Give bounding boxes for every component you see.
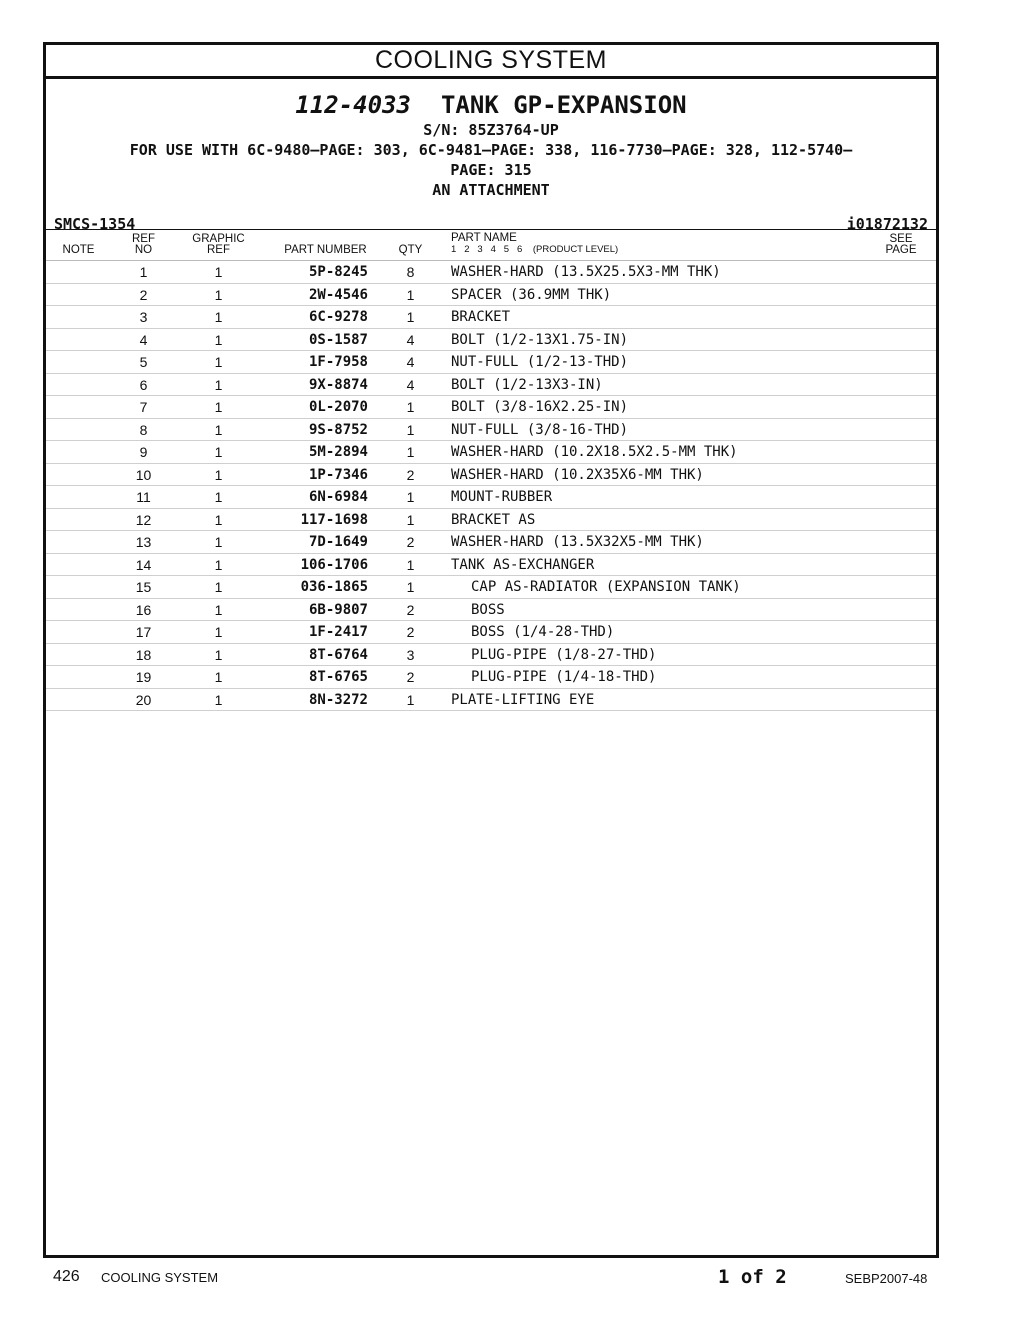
part-number: 8T-6764 xyxy=(308,646,368,663)
group-title xyxy=(46,91,936,119)
graphic-ref: 1 xyxy=(214,331,223,348)
quantity: 4 xyxy=(406,331,415,348)
part-name: BOSS (1/4-28-THD) xyxy=(471,624,615,640)
quantity: 1 xyxy=(406,691,415,708)
ref-no: 6 xyxy=(139,376,148,393)
quantity: 8 xyxy=(406,264,415,280)
footer-page-number: 426 xyxy=(53,1268,80,1285)
quantity: 2 xyxy=(406,534,415,550)
graphic-ref: 1 xyxy=(214,624,223,640)
quantity: 2 xyxy=(406,624,415,640)
smcs-code: SMCS-1354 xyxy=(54,215,136,233)
graphic-ref: 1 xyxy=(214,444,223,460)
graphic-ref: 1 xyxy=(214,669,223,685)
quantity: 1 xyxy=(406,309,415,325)
ref-no: 15 xyxy=(135,579,152,595)
part-number: 9X-8874 xyxy=(308,376,368,393)
quantity: 3 xyxy=(406,646,415,663)
part-name: NUT-FULL (3/8-16-THD) xyxy=(451,421,629,438)
part-name: BOLT (1/2-13X1.75-IN) xyxy=(451,331,629,348)
part-name: SPACER (36.9MM THK) xyxy=(451,286,612,303)
group-header xyxy=(46,79,936,233)
col-qty: QTY xyxy=(398,244,423,256)
quantity: 2 xyxy=(406,601,415,618)
quantity: 2 xyxy=(406,466,415,483)
graphic-ref: 1 xyxy=(214,421,223,438)
for-use-line-1: FOR USE WITH 6C-9480—PAGE: 303, 6C-9481—PAGE: 338, 116-7730—PAGE: 328, 112-5740— xyxy=(129,141,853,159)
part-number: 1F-2417 xyxy=(308,624,368,640)
ref-no: 19 xyxy=(135,669,152,685)
part-number: 6N-6984 xyxy=(308,489,368,505)
table-row xyxy=(46,261,936,284)
attachment-label: AN ATTACHMENT xyxy=(432,181,550,199)
part-number: 6B-9807 xyxy=(308,601,368,618)
part-name: WASHER-HARD (13.5X25.5X3-MM THK) xyxy=(451,264,721,280)
table-row xyxy=(46,329,936,352)
ref-no: 2 xyxy=(139,286,148,303)
ref-no: 3 xyxy=(139,309,148,325)
serial-number: S/N: 85Z3764-UP xyxy=(423,121,559,139)
parts-list xyxy=(46,261,936,711)
col-ref-2: NO xyxy=(134,244,153,256)
col-part-number: PART NUMBER xyxy=(284,244,367,256)
table-row xyxy=(46,486,936,509)
part-number: 0S-1587 xyxy=(308,331,368,348)
part-number: 0L-2070 xyxy=(308,399,368,415)
part-number: 1P-7346 xyxy=(308,466,368,483)
footer-section: COOLING SYSTEM xyxy=(101,1270,219,1285)
table-row xyxy=(46,689,936,712)
col-product-levels: 1 2 3 4 5 6 (PRODUCT LEVEL) xyxy=(451,244,619,255)
graphic-ref: 1 xyxy=(214,579,223,595)
part-name: BOSS xyxy=(471,601,505,618)
quantity: 4 xyxy=(406,376,415,393)
part-number: 5M-2894 xyxy=(308,444,368,460)
part-number: 036-1865 xyxy=(300,579,368,595)
table-row xyxy=(46,644,936,667)
ref-no: 11 xyxy=(136,489,151,505)
table-row xyxy=(46,419,936,442)
ref-no: 4 xyxy=(139,331,148,348)
table-row xyxy=(46,306,936,329)
part-number: 6C-9278 xyxy=(308,309,368,325)
quantity: 1 xyxy=(406,511,415,528)
table-row xyxy=(46,396,936,419)
graphic-ref: 1 xyxy=(214,354,223,370)
part-name: TANK AS-EXCHANGER xyxy=(451,556,595,573)
part-name: WASHER-HARD (10.2X18.5X2.5-MM THK) xyxy=(451,444,738,460)
part-name: BOLT (1/2-13X3-IN) xyxy=(451,376,603,393)
ref-no: 12 xyxy=(135,511,152,528)
part-name: CAP AS-RADIATOR (EXPANSION TANK) xyxy=(471,579,741,595)
ref-no: 13 xyxy=(135,534,152,550)
table-row xyxy=(46,531,936,554)
ref-no: 18 xyxy=(135,646,152,663)
part-number: 7D-1649 xyxy=(308,534,368,550)
graphic-ref: 1 xyxy=(214,601,223,618)
table-row xyxy=(46,284,936,307)
ref-no: 20 xyxy=(135,691,152,708)
graphic-ref: 1 xyxy=(214,399,223,415)
ref-no: 17 xyxy=(135,624,152,640)
table-row xyxy=(46,666,936,689)
graphic-ref: 1 xyxy=(214,376,223,393)
graphic-ref: 1 xyxy=(214,534,223,550)
part-number: 8N-3272 xyxy=(308,691,368,708)
graphic-ref: 1 xyxy=(214,286,223,303)
quantity: 1 xyxy=(406,579,415,595)
col-ref-1: REF xyxy=(132,233,155,245)
illustration-id: i01872132 xyxy=(846,215,928,233)
table-row xyxy=(46,351,936,374)
group-number: 112-4033 xyxy=(295,91,411,119)
col-graphic-2: REF xyxy=(207,244,230,256)
col-note: NOTE xyxy=(62,244,95,256)
graphic-ref: 1 xyxy=(214,511,223,528)
part-number: 9S-8752 xyxy=(308,421,368,438)
part-number: 106-1706 xyxy=(300,556,368,573)
part-name: PLUG-PIPE (1/4-18-THD) xyxy=(471,669,657,685)
graphic-ref: 1 xyxy=(214,466,223,483)
table-row xyxy=(46,374,936,397)
ref-no: 1 xyxy=(139,264,148,280)
table-row xyxy=(46,441,936,464)
part-name: WASHER-HARD (13.5X32X5-MM THK) xyxy=(451,534,704,550)
ref-no: 16 xyxy=(135,601,152,618)
part-name: WASHER-HARD (10.2X35X6-MM THK) xyxy=(451,466,704,483)
footer-doc-id: SEBP2007-48 xyxy=(845,1271,928,1286)
col-see-1: SEE xyxy=(889,233,913,245)
part-name: BRACKET xyxy=(451,309,511,325)
ref-no: 5 xyxy=(139,354,148,370)
graphic-ref: 1 xyxy=(214,264,223,280)
table-row xyxy=(46,621,936,644)
footer-page-count: 1 of 2 xyxy=(718,1266,787,1288)
table-row xyxy=(46,576,936,599)
graphic-ref: 1 xyxy=(214,489,223,505)
part-number: 5P-8245 xyxy=(308,264,368,280)
table-row xyxy=(46,509,936,532)
ref-no: 14 xyxy=(135,556,152,573)
quantity: 1 xyxy=(406,286,415,303)
part-name: NUT-FULL (1/2-13-THD) xyxy=(451,354,629,370)
quantity: 1 xyxy=(406,444,415,460)
quantity: 1 xyxy=(406,399,415,415)
part-number: 2W-4546 xyxy=(308,286,368,303)
graphic-ref: 1 xyxy=(214,309,223,325)
part-name: PLUG-PIPE (1/8-27-THD) xyxy=(471,646,657,663)
ref-no: 10 xyxy=(135,466,152,483)
table-row xyxy=(46,599,936,622)
part-name: MOUNT-RUBBER xyxy=(451,489,553,505)
for-use-line-2: PAGE: 315 xyxy=(450,161,532,179)
col-graphic-1: GRAPHIC xyxy=(192,233,245,245)
ref-no: 7 xyxy=(139,399,148,415)
table-row xyxy=(46,464,936,487)
quantity: 2 xyxy=(406,669,415,685)
part-number: 1F-7958 xyxy=(308,354,368,370)
quantity: 1 xyxy=(406,421,415,438)
quantity: 1 xyxy=(406,489,415,505)
graphic-ref: 1 xyxy=(214,646,223,663)
section-title: COOLING SYSTEM xyxy=(46,45,936,79)
col-part-name: PART NAME xyxy=(451,232,517,244)
part-name: BOLT (3/8-16X2.25-IN) xyxy=(451,399,629,415)
ref-no: 9 xyxy=(139,444,148,460)
part-number: 117-1698 xyxy=(300,511,368,528)
ref-no: 8 xyxy=(139,421,148,438)
col-see-2: PAGE xyxy=(885,244,917,256)
graphic-ref: 1 xyxy=(214,691,223,708)
part-number: 8T-6765 xyxy=(308,669,368,685)
graphic-ref: 1 xyxy=(214,556,223,573)
part-name: BRACKET AS xyxy=(451,511,536,528)
quantity: 1 xyxy=(406,556,415,573)
column-header xyxy=(46,230,936,261)
group-name: TANK GP-EXPANSION xyxy=(440,91,687,119)
page-frame xyxy=(43,42,939,1258)
table-row xyxy=(46,554,936,577)
quantity: 4 xyxy=(406,354,415,370)
part-name: PLATE-LIFTING EYE xyxy=(451,691,595,708)
